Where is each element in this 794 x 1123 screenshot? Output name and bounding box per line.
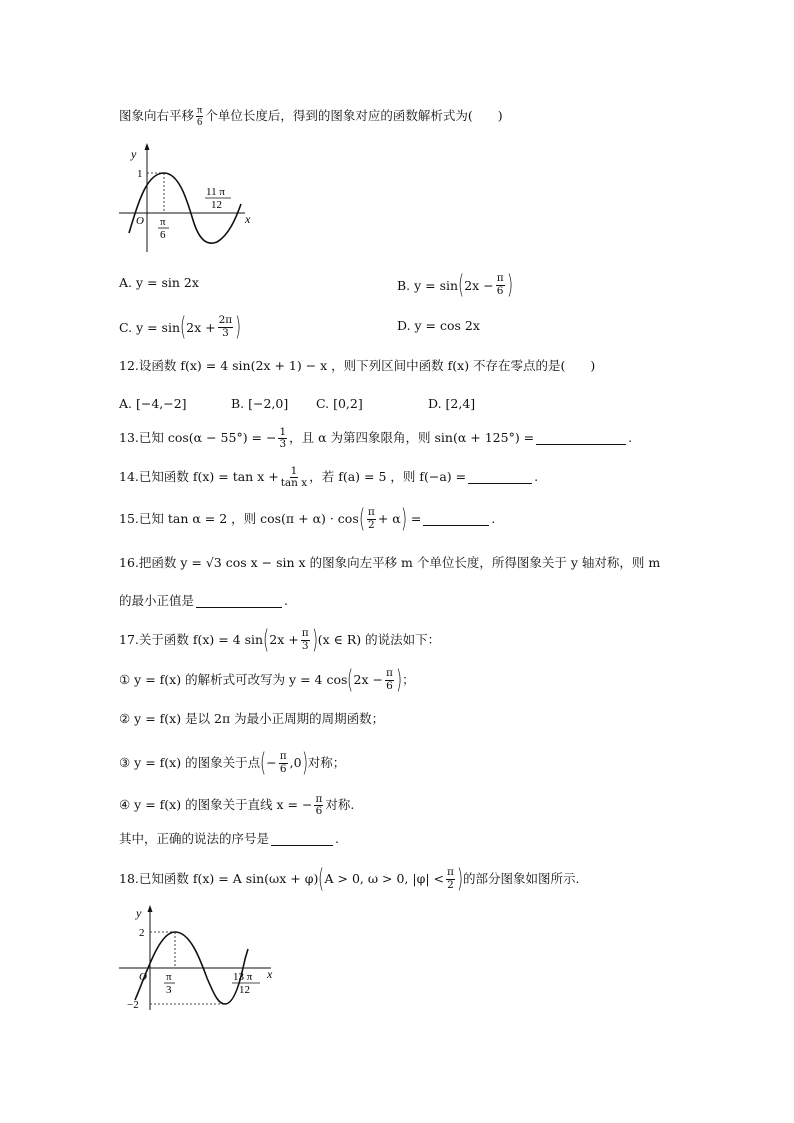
q11-frac-den: 6 [197,117,203,129]
q15-answer-blank[interactable] [423,513,489,526]
q11-option-b-frac [496,273,505,296]
q12-option-b-text: B. [−2,0] [231,396,289,411]
q18-pi3-num: π [166,971,172,983]
q17-text [119,627,440,653]
q18-x-label: x [267,967,273,981]
q16-line1 [119,557,660,570]
q14-answer-blank[interactable] [468,471,532,484]
q17-text-post: (x ∈ R) 的说法如下： [317,631,441,647]
q11-option-c-pre: C. y = sin [119,319,181,335]
q11-option-a [119,275,199,290]
q17-s3-den: 6 [279,762,287,775]
q12-option-d-text: D. [2,4] [428,396,476,411]
q17-answer-line [119,833,339,846]
q14-frac-num: 1 [290,465,298,477]
q13-text-post: ，且 α 为第四象限角，则 sin(α + 125°) = [289,430,535,446]
q13-answer-blank[interactable] [536,432,626,445]
q17-lparen: ( [263,625,270,655]
q15-text-pre: 15.已知 tan α = 2 ，则 cos(π + α) · cos [119,510,359,526]
q11-frac-num: π [197,105,203,116]
q11-option-d-text: D. y = cos 2x [397,318,480,333]
q11-option-c [119,312,241,342]
q18-graph [117,902,282,1014]
q11-option-b-in: 2x − [464,277,494,293]
q17-s3-pre: ③ y = f(x) 的图象关于点 [119,754,261,770]
q17-s4-post: 对称. [325,797,355,813]
q11-end-den: 12 [211,199,222,211]
q18-y-label: y [136,906,142,920]
q12-option-d [428,396,475,411]
q17-frac [301,628,310,651]
q16-end: . [284,593,288,609]
q17-s1-lparen: ( [347,665,354,695]
q11-option-b-lparen: ( [458,270,465,300]
q15-frac-den: 2 [368,518,375,531]
q18-y-arrow [148,905,153,912]
q17-s1-frac [385,668,394,691]
q17-statement-2 [119,713,384,726]
q17-s1-rparen: ) [395,665,403,695]
q15-lparen: ( [358,504,365,534]
q18-end-den: 12 [239,984,250,996]
q13-end: . [628,430,633,446]
q17-s1-num: π [386,667,393,680]
q17-s3-lparen: ( [260,748,267,778]
q17-statement-1 [119,667,415,693]
q11-y-arrow [145,143,150,150]
q11-option-c-in: 2x + [186,319,216,335]
q11-curve [129,173,241,243]
q11-option-c-den: 3 [222,326,229,339]
q11-one-label: 1 [137,168,143,180]
q18-frac [446,867,455,890]
q18-bottom-label: −2 [127,999,139,1011]
q15-text [119,506,495,532]
q11-option-d [397,318,480,333]
q14-text [119,466,538,489]
q17-s3-post-in: ,0 [289,754,302,770]
q14-text-post: ，若 f(a) = 5 ，则 f(−a) = [309,469,467,485]
q11-end-num: 11 π [206,186,225,198]
q14-frac [281,466,308,489]
q12-option-a [119,396,187,411]
q11-x-label: x [245,212,251,226]
q17-s1-in: 2x − [353,671,383,687]
q16-line1-text: 16.把函数 y = √3 cos x − sin x 的图象向左平移 m 个单位长度，所得图象关于 y 轴对称，则 m [119,555,661,570]
q12-option-c [316,396,363,411]
q17-s3-post: 对称； [307,754,346,770]
q11-option-c-lparen: ( [180,312,187,342]
q17-s4-num: π [315,793,323,805]
q12-text [119,360,595,373]
q18-rparen: ) [456,864,464,894]
q11-graph [117,140,267,255]
q17-s4-pre: ④ y = f(x) 的图象关于直线 x = − [119,797,313,813]
q11-option-a-text: A. y = sin 2x [119,275,199,290]
q13-text [119,427,632,450]
q13-frac-den: 3 [279,438,287,451]
q15-rparen: ) [400,504,407,534]
q17-frac-den: 3 [301,639,309,652]
q15-frac-num: π [367,506,375,519]
q12-text-content: 12.设函数 f(x) = 4 sin(2x + 1) − x ，则下列区间中函数 f(x) 不存在零点的是( ) [119,358,596,373]
q12-option-a-text: A. [−4,−2] [119,396,187,411]
q11-fraction [196,105,203,128]
q18-pi3-den: 3 [166,984,172,996]
q14-end: . [534,469,539,485]
q18-frac-den: 2 [447,878,454,891]
q18-text-pre: 18.已知函数 f(x) = A sin(ωx + φ) [119,870,319,886]
q17-rparen: ) [311,625,318,655]
q17-s3-minus: − [266,754,277,770]
q11-option-c-rparen: ) [235,312,242,342]
q11-option-b-den: 6 [496,284,504,297]
q17-ans-text: 其中，正确的说法的序号是 [119,831,270,847]
q15-text-post: = [410,510,422,526]
q16-line2 [119,595,288,608]
q14-frac-den: tan x [280,477,308,490]
q11-option-b-pre: B. y = sin [397,277,459,293]
q17-s2-text: ② y = f(x) 是以 2π 为最小正周期的周期函数； [119,711,385,726]
q15-in-post: + α [377,510,401,526]
q13-frac [278,427,287,450]
q14-text-pre: 14.已知函数 f(x) = tan x + [119,469,279,485]
q18-frac-num: π [446,866,454,879]
q13-text-pre: 13.已知 cos(α − 55°) = − [119,430,277,446]
q15-frac [367,507,376,530]
q18-in: A > 0, ω > 0, |φ| < [324,870,444,886]
q11-origin: O [136,215,144,227]
q11-option-c-frac [218,315,234,338]
q17-s1-den: 6 [386,679,393,692]
q16-line2-text: 的最小正值是 [119,593,195,609]
q17-s4-den: 6 [315,805,323,818]
q13-frac-num: 1 [279,426,287,438]
q18-text [119,866,580,892]
q11-option-b-num: π [496,272,504,285]
q11-text-pre: 图象向右平移 [119,108,195,124]
q12-option-c-text: C. [0,2] [316,396,363,411]
q17-statement-3 [119,750,345,776]
q11-option-b-rparen: ) [506,270,513,300]
q17-text-pre: 17.关于函数 f(x) = 4 sin [119,631,264,647]
q11-text-post: 个单位长度后，得到的图象对应的函数解析式为( ) [205,108,503,124]
q15-end: . [491,510,496,526]
q11-pi6-num: π [160,216,166,228]
q17-s3-rparen: ) [301,748,308,778]
q17-statement-4 [119,794,354,817]
q11-y-label: y [131,147,137,161]
q17-s1-post: ； [402,671,415,687]
q17-s3-num: π [279,750,287,763]
q17-s4-frac [314,794,323,817]
q17-frac-num: π [301,627,309,640]
q11-option-b [397,270,513,300]
q18-origin: O [139,971,147,983]
q17-answer-blank[interactable] [271,833,333,846]
q12-option-b [231,396,288,411]
q18-text-post: 的部分图象如图所示. [463,870,580,886]
q11-text [119,105,503,128]
q16-answer-blank[interactable] [196,595,282,608]
q11-option-c-num: 2π [218,314,233,327]
q18-end-num: 13 π [233,971,253,983]
q18-top-label: 2 [139,927,145,939]
q18-lparen: ( [318,864,325,894]
q17-end: . [335,831,339,847]
q17-in-pre: 2x + [269,631,299,647]
q17-s3-frac [279,751,288,774]
q17-s1-pre: ① y = f(x) 的解析式可改写为 y = 4 cos [119,671,348,687]
q11-pi6-den: 6 [160,229,166,241]
